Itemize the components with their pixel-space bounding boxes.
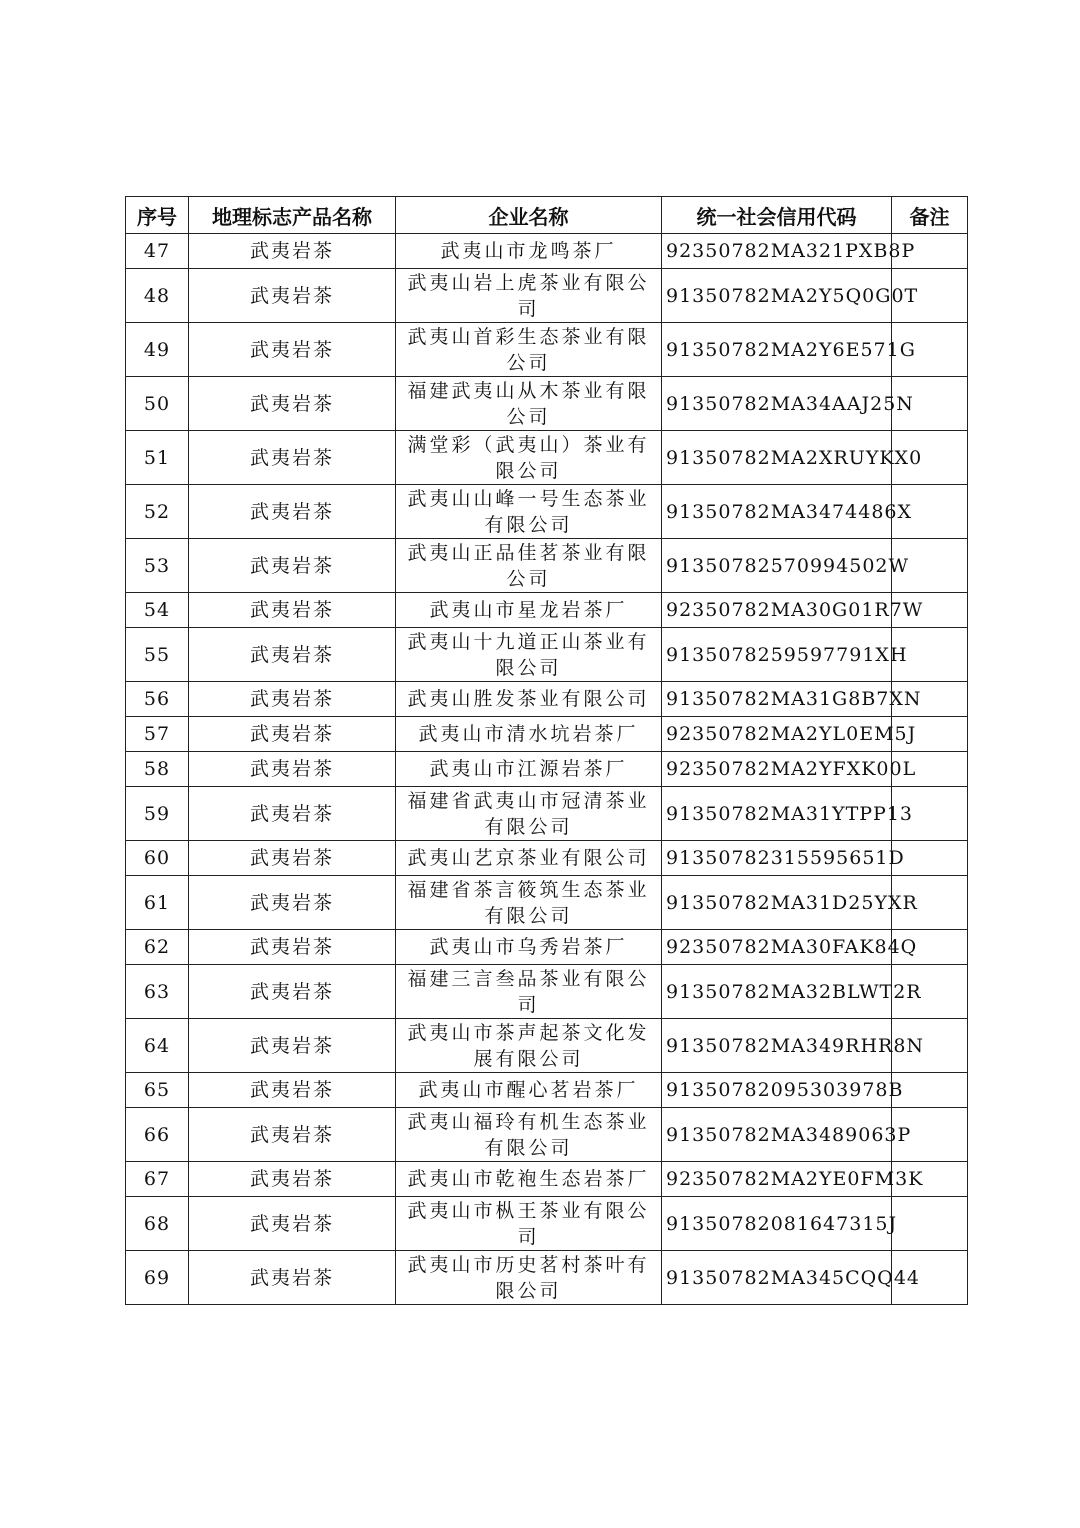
- cell-note: [892, 1197, 968, 1251]
- cell-credit-code: 9135078259597791XH: [662, 628, 892, 682]
- table-header-row: [126, 197, 968, 234]
- cell-seq: 61: [126, 876, 189, 930]
- table-row: [126, 1251, 968, 1305]
- cell-company-name: 福建省茶言筱筑生态茶业有限公司: [396, 876, 662, 930]
- cell-credit-code: 92350782MA2YE0FM3K: [662, 1162, 892, 1197]
- table-row: [126, 1019, 968, 1073]
- cell-company-name: 满堂彩（武夷山）茶业有限公司: [396, 431, 662, 485]
- cell-product-name: 武夷岩茶: [189, 234, 396, 269]
- cell-company-name: 武夷山胜发茶业有限公司: [396, 682, 662, 717]
- cell-company-name: 武夷山首彩生态茶业有限公司: [396, 323, 662, 377]
- cell-seq: 52: [126, 485, 189, 539]
- cell-credit-code: 91350782MA3489063P: [662, 1108, 892, 1162]
- cell-credit-code: 92350782MA30G01R7W: [662, 593, 892, 628]
- cell-company-name: 武夷山市龙鸣茶厂: [396, 234, 662, 269]
- cell-product-name: 武夷岩茶: [189, 1019, 396, 1073]
- header-credit-code: 统一社会信用代码: [662, 197, 892, 234]
- table-row: [126, 1197, 968, 1251]
- cell-product-name: 武夷岩茶: [189, 876, 396, 930]
- table-row: [126, 841, 968, 876]
- cell-product-name: 武夷岩茶: [189, 930, 396, 965]
- cell-seq: 63: [126, 965, 189, 1019]
- cell-company-name: 武夷山岩上虎茶业有限公司: [396, 269, 662, 323]
- header-seq: 序号: [126, 197, 189, 234]
- table-row: [126, 787, 968, 841]
- cell-company-name: 福建武夷山从木茶业有限公司: [396, 377, 662, 431]
- cell-company-name: 武夷山山峰一号生态茶业有限公司: [396, 485, 662, 539]
- cell-product-name: 武夷岩茶: [189, 1108, 396, 1162]
- cell-product-name: 武夷岩茶: [189, 593, 396, 628]
- cell-product-name: 武夷岩茶: [189, 431, 396, 485]
- cell-company-name: 福建省武夷山市冠清茶业有限公司: [396, 787, 662, 841]
- table-row: [126, 539, 968, 593]
- table-row: [126, 593, 968, 628]
- cell-product-name: 武夷岩茶: [189, 269, 396, 323]
- cell-product-name: 武夷岩茶: [189, 1251, 396, 1305]
- cell-credit-code: 91350782095303978B: [662, 1073, 892, 1108]
- cell-company-name: 武夷山福玲有机生态茶业有限公司: [396, 1108, 662, 1162]
- table-row: [126, 930, 968, 965]
- cell-product-name: 武夷岩茶: [189, 752, 396, 787]
- cell-company-name: 武夷山市星龙岩茶厂: [396, 593, 662, 628]
- cell-credit-code: 91350782081647315J: [662, 1197, 892, 1251]
- cell-product-name: 武夷岩茶: [189, 485, 396, 539]
- cell-seq: 50: [126, 377, 189, 431]
- cell-product-name: 武夷岩茶: [189, 965, 396, 1019]
- cell-seq: 55: [126, 628, 189, 682]
- cell-seq: 48: [126, 269, 189, 323]
- cell-credit-code: 92350782MA2YFXK00L: [662, 752, 892, 787]
- table-row: [126, 965, 968, 1019]
- cell-company-name: 武夷山市茶声起茶文化发展有限公司: [396, 1019, 662, 1073]
- cell-seq: 56: [126, 682, 189, 717]
- cell-credit-code: 92350782MA30FAK84Q: [662, 930, 892, 965]
- table-row: [126, 1073, 968, 1108]
- cell-seq: 54: [126, 593, 189, 628]
- cell-credit-code: 92350782MA2YL0EM5J: [662, 717, 892, 752]
- cell-seq: 69: [126, 1251, 189, 1305]
- cell-seq: 49: [126, 323, 189, 377]
- table-row: [126, 717, 968, 752]
- cell-credit-code: 91350782MA3474486X: [662, 485, 892, 539]
- table-row: [126, 1162, 968, 1197]
- table-row: [126, 628, 968, 682]
- cell-product-name: 武夷岩茶: [189, 1162, 396, 1197]
- cell-company-name: 武夷山市历史茗村茶叶有限公司: [396, 1251, 662, 1305]
- cell-seq: 47: [126, 234, 189, 269]
- table-row: [126, 269, 968, 323]
- cell-credit-code: 91350782MA31D25YXR: [662, 876, 892, 930]
- cell-credit-code: 91350782MA31YTPP13: [662, 787, 892, 841]
- table-row: [126, 752, 968, 787]
- table-row: [126, 234, 968, 269]
- cell-product-name: 武夷岩茶: [189, 841, 396, 876]
- cell-seq: 60: [126, 841, 189, 876]
- cell-credit-code: 91350782MA2Y5Q0G0T: [662, 269, 892, 323]
- cell-company-name: 武夷山十九道正山茶业有限公司: [396, 628, 662, 682]
- cell-seq: 62: [126, 930, 189, 965]
- cell-product-name: 武夷岩茶: [189, 1073, 396, 1108]
- cell-company-name: 武夷山市乌秀岩茶厂: [396, 930, 662, 965]
- cell-credit-code: 91350782MA345CQQ44: [662, 1251, 892, 1305]
- cell-credit-code: 91350782MA31G8B7XN: [662, 682, 892, 717]
- header-company-name: 企业名称: [396, 197, 662, 234]
- cell-product-name: 武夷岩茶: [189, 682, 396, 717]
- cell-seq: 51: [126, 431, 189, 485]
- cell-company-name: 武夷山正品佳茗茶业有限公司: [396, 539, 662, 593]
- enterprise-registry-table: [125, 196, 968, 1305]
- cell-seq: 68: [126, 1197, 189, 1251]
- table-row: [126, 876, 968, 930]
- table-row: [126, 377, 968, 431]
- table-body: [126, 234, 968, 1305]
- cell-product-name: 武夷岩茶: [189, 1197, 396, 1251]
- cell-product-name: 武夷岩茶: [189, 539, 396, 593]
- cell-credit-code: 91350782MA2XRUYKX0: [662, 431, 892, 485]
- cell-company-name: 武夷山市乾袍生态岩茶厂: [396, 1162, 662, 1197]
- cell-company-name: 武夷山市清水坑岩茶厂: [396, 717, 662, 752]
- cell-seq: 53: [126, 539, 189, 593]
- cell-company-name: 福建三言叁品茶业有限公司: [396, 965, 662, 1019]
- table-row: [126, 485, 968, 539]
- cell-seq: 66: [126, 1108, 189, 1162]
- cell-credit-code: 91350782315595651D: [662, 841, 892, 876]
- cell-seq: 65: [126, 1073, 189, 1108]
- cell-credit-code: 91350782MA349RHR8N: [662, 1019, 892, 1073]
- table-row: [126, 323, 968, 377]
- cell-credit-code: 91350782570994502W: [662, 539, 892, 593]
- cell-credit-code: 91350782MA34AAJ25N: [662, 377, 892, 431]
- cell-company-name: 武夷山市江源岩茶厂: [396, 752, 662, 787]
- table-row: [126, 682, 968, 717]
- cell-product-name: 武夷岩茶: [189, 377, 396, 431]
- cell-credit-code: 92350782MA321PXB8P: [662, 234, 892, 269]
- cell-credit-code: 91350782MA32BLWT2R: [662, 965, 892, 1019]
- cell-seq: 57: [126, 717, 189, 752]
- header-product-name: 地理标志产品名称: [189, 197, 396, 234]
- cell-company-name: 武夷山艺京茶业有限公司: [396, 841, 662, 876]
- cell-seq: 58: [126, 752, 189, 787]
- cell-product-name: 武夷岩茶: [189, 323, 396, 377]
- header-note: 备注: [892, 197, 968, 234]
- cell-credit-code: 91350782MA2Y6E571G: [662, 323, 892, 377]
- table-row: [126, 1108, 968, 1162]
- cell-product-name: 武夷岩茶: [189, 628, 396, 682]
- cell-product-name: 武夷岩茶: [189, 717, 396, 752]
- cell-product-name: 武夷岩茶: [189, 787, 396, 841]
- cell-seq: 59: [126, 787, 189, 841]
- table-row: [126, 431, 968, 485]
- cell-seq: 67: [126, 1162, 189, 1197]
- cell-seq: 64: [126, 1019, 189, 1073]
- cell-company-name: 武夷山市醒心茗岩茶厂: [396, 1073, 662, 1108]
- cell-company-name: 武夷山市枞王茶业有限公司: [396, 1197, 662, 1251]
